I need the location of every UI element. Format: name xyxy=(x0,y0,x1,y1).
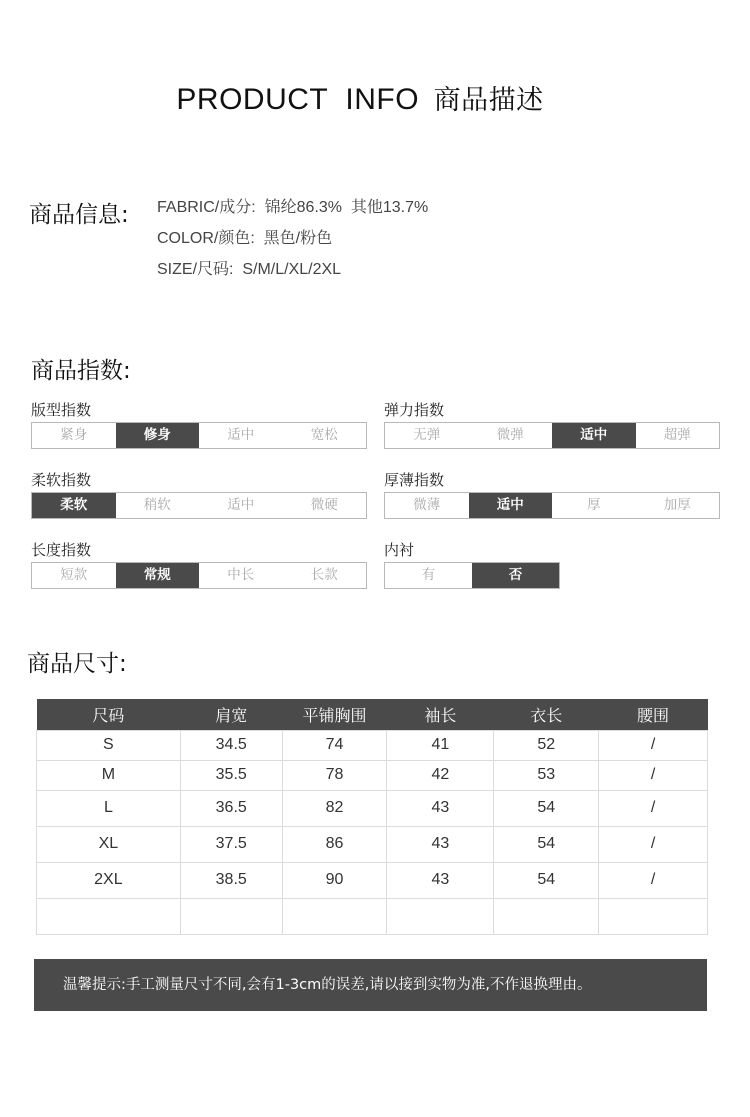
column-header: 腰围 xyxy=(599,699,708,730)
table-row xyxy=(37,862,708,898)
index-option: 短款 xyxy=(60,567,88,583)
fabric-line xyxy=(157,197,428,228)
column-header: 肩宽 xyxy=(180,699,282,730)
index-option: 微薄 xyxy=(413,497,441,513)
table-cell: 38.5 xyxy=(180,862,282,898)
table-cell: / xyxy=(599,760,708,790)
index-option: 加厚 xyxy=(663,497,691,513)
size-line xyxy=(157,259,428,290)
index-option: 微硬 xyxy=(310,497,338,513)
table-cell: 34.5 xyxy=(180,730,282,760)
product-index-heading: 商品指数: xyxy=(31,358,131,384)
table-cell: 54 xyxy=(494,790,599,826)
index-option: 超弹 xyxy=(663,427,691,443)
table-cell: 78 xyxy=(282,760,387,790)
index-option: 适中 xyxy=(552,423,636,448)
index-bar xyxy=(384,422,720,449)
index-bar xyxy=(31,422,367,449)
page-title-zh: 商品描述 xyxy=(433,85,544,115)
table-cell: M xyxy=(37,760,181,790)
table-cell: 54 xyxy=(494,862,599,898)
table-row xyxy=(37,790,708,826)
index-label: 弹力指数 xyxy=(384,401,445,419)
index-bar xyxy=(384,562,560,589)
table-cell: 54 xyxy=(494,826,599,862)
index-label: 内衬 xyxy=(384,541,415,559)
fabric-text: FABRIC/成分: 锦纶86.3% 其他13.7% xyxy=(157,199,429,216)
index-group-softness xyxy=(31,470,367,519)
table-cell: L xyxy=(37,790,181,826)
index-option: 柔软 xyxy=(32,493,116,518)
table-cell: 43 xyxy=(387,826,494,862)
table-cell: / xyxy=(599,730,708,760)
size-table xyxy=(36,699,708,935)
index-option: 无弹 xyxy=(413,427,441,443)
table-cell: XL xyxy=(37,826,181,862)
table-cell xyxy=(599,898,708,934)
page-title xyxy=(0,78,720,118)
index-bar xyxy=(31,562,367,589)
index-group-elasticity xyxy=(384,400,720,449)
table-row xyxy=(37,898,708,934)
index-label: 厚薄指数 xyxy=(384,471,445,489)
table-cell: 2XL xyxy=(37,862,181,898)
table-cell xyxy=(180,898,282,934)
table-cell: / xyxy=(599,862,708,898)
table-cell: 82 xyxy=(282,790,387,826)
table-cell xyxy=(282,898,387,934)
product-info-list xyxy=(157,197,428,290)
table-row xyxy=(37,730,708,760)
table-cell: 36.5 xyxy=(180,790,282,826)
index-option: 修身 xyxy=(116,423,200,448)
table-cell: / xyxy=(599,790,708,826)
table-cell xyxy=(37,898,181,934)
table-cell: 90 xyxy=(282,862,387,898)
index-group-length xyxy=(31,540,367,589)
column-header: 平铺胸围 xyxy=(282,699,387,730)
size-heading: 商品尺寸: xyxy=(27,651,127,677)
table-cell xyxy=(387,898,494,934)
index-option: 适中 xyxy=(227,427,255,443)
table-row xyxy=(37,760,708,790)
index-bar xyxy=(31,492,367,519)
table-cell: 74 xyxy=(282,730,387,760)
index-option: 宽松 xyxy=(310,427,338,443)
index-option: 否 xyxy=(472,563,559,588)
table-cell xyxy=(494,898,599,934)
color-line xyxy=(157,228,428,259)
table-cell: 86 xyxy=(282,826,387,862)
index-label: 长度指数 xyxy=(31,541,92,559)
index-option: 微弹 xyxy=(496,427,524,443)
page-title-en: PRODUCT INFO xyxy=(176,83,420,116)
index-option: 适中 xyxy=(227,497,255,513)
index-group-lining xyxy=(384,540,720,589)
measurement-notice: 温馨提示:手工测量尺寸不同,会有1-3cm的误差,请以接到实物为准,不作退换理由。 xyxy=(34,959,707,1011)
table-cell: 35.5 xyxy=(180,760,282,790)
table-cell: 42 xyxy=(387,760,494,790)
index-option: 有 xyxy=(421,567,436,583)
product-info-heading: 商品信息: xyxy=(29,202,129,228)
index-group-fit xyxy=(31,400,367,449)
table-cell: 43 xyxy=(387,862,494,898)
index-option: 厚 xyxy=(587,497,601,513)
size-text: SIZE/尺码: S/M/L/XL/2XL xyxy=(157,261,342,278)
index-option: 稍软 xyxy=(143,497,171,513)
index-option: 长款 xyxy=(310,567,338,583)
table-cell: 52 xyxy=(494,730,599,760)
index-label: 柔软指数 xyxy=(31,471,92,489)
index-bar xyxy=(384,492,720,519)
table-cell: 41 xyxy=(387,730,494,760)
table-cell: / xyxy=(599,826,708,862)
table-cell: 37.5 xyxy=(180,826,282,862)
table-row xyxy=(37,826,708,862)
index-option: 中长 xyxy=(227,567,255,583)
index-option: 适中 xyxy=(469,493,553,518)
index-group-thickness xyxy=(384,470,720,519)
column-header: 袖长 xyxy=(387,699,494,730)
color-text: COLOR/颜色: 黑色/粉色 xyxy=(157,230,333,247)
index-option: 紧身 xyxy=(60,427,88,443)
table-cell: S xyxy=(37,730,181,760)
index-option: 常规 xyxy=(116,563,200,588)
table-cell: 53 xyxy=(494,760,599,790)
column-header: 尺码 xyxy=(37,699,181,730)
column-header: 衣长 xyxy=(494,699,599,730)
index-label: 版型指数 xyxy=(31,401,92,419)
size-table-header xyxy=(37,699,708,730)
table-cell: 43 xyxy=(387,790,494,826)
